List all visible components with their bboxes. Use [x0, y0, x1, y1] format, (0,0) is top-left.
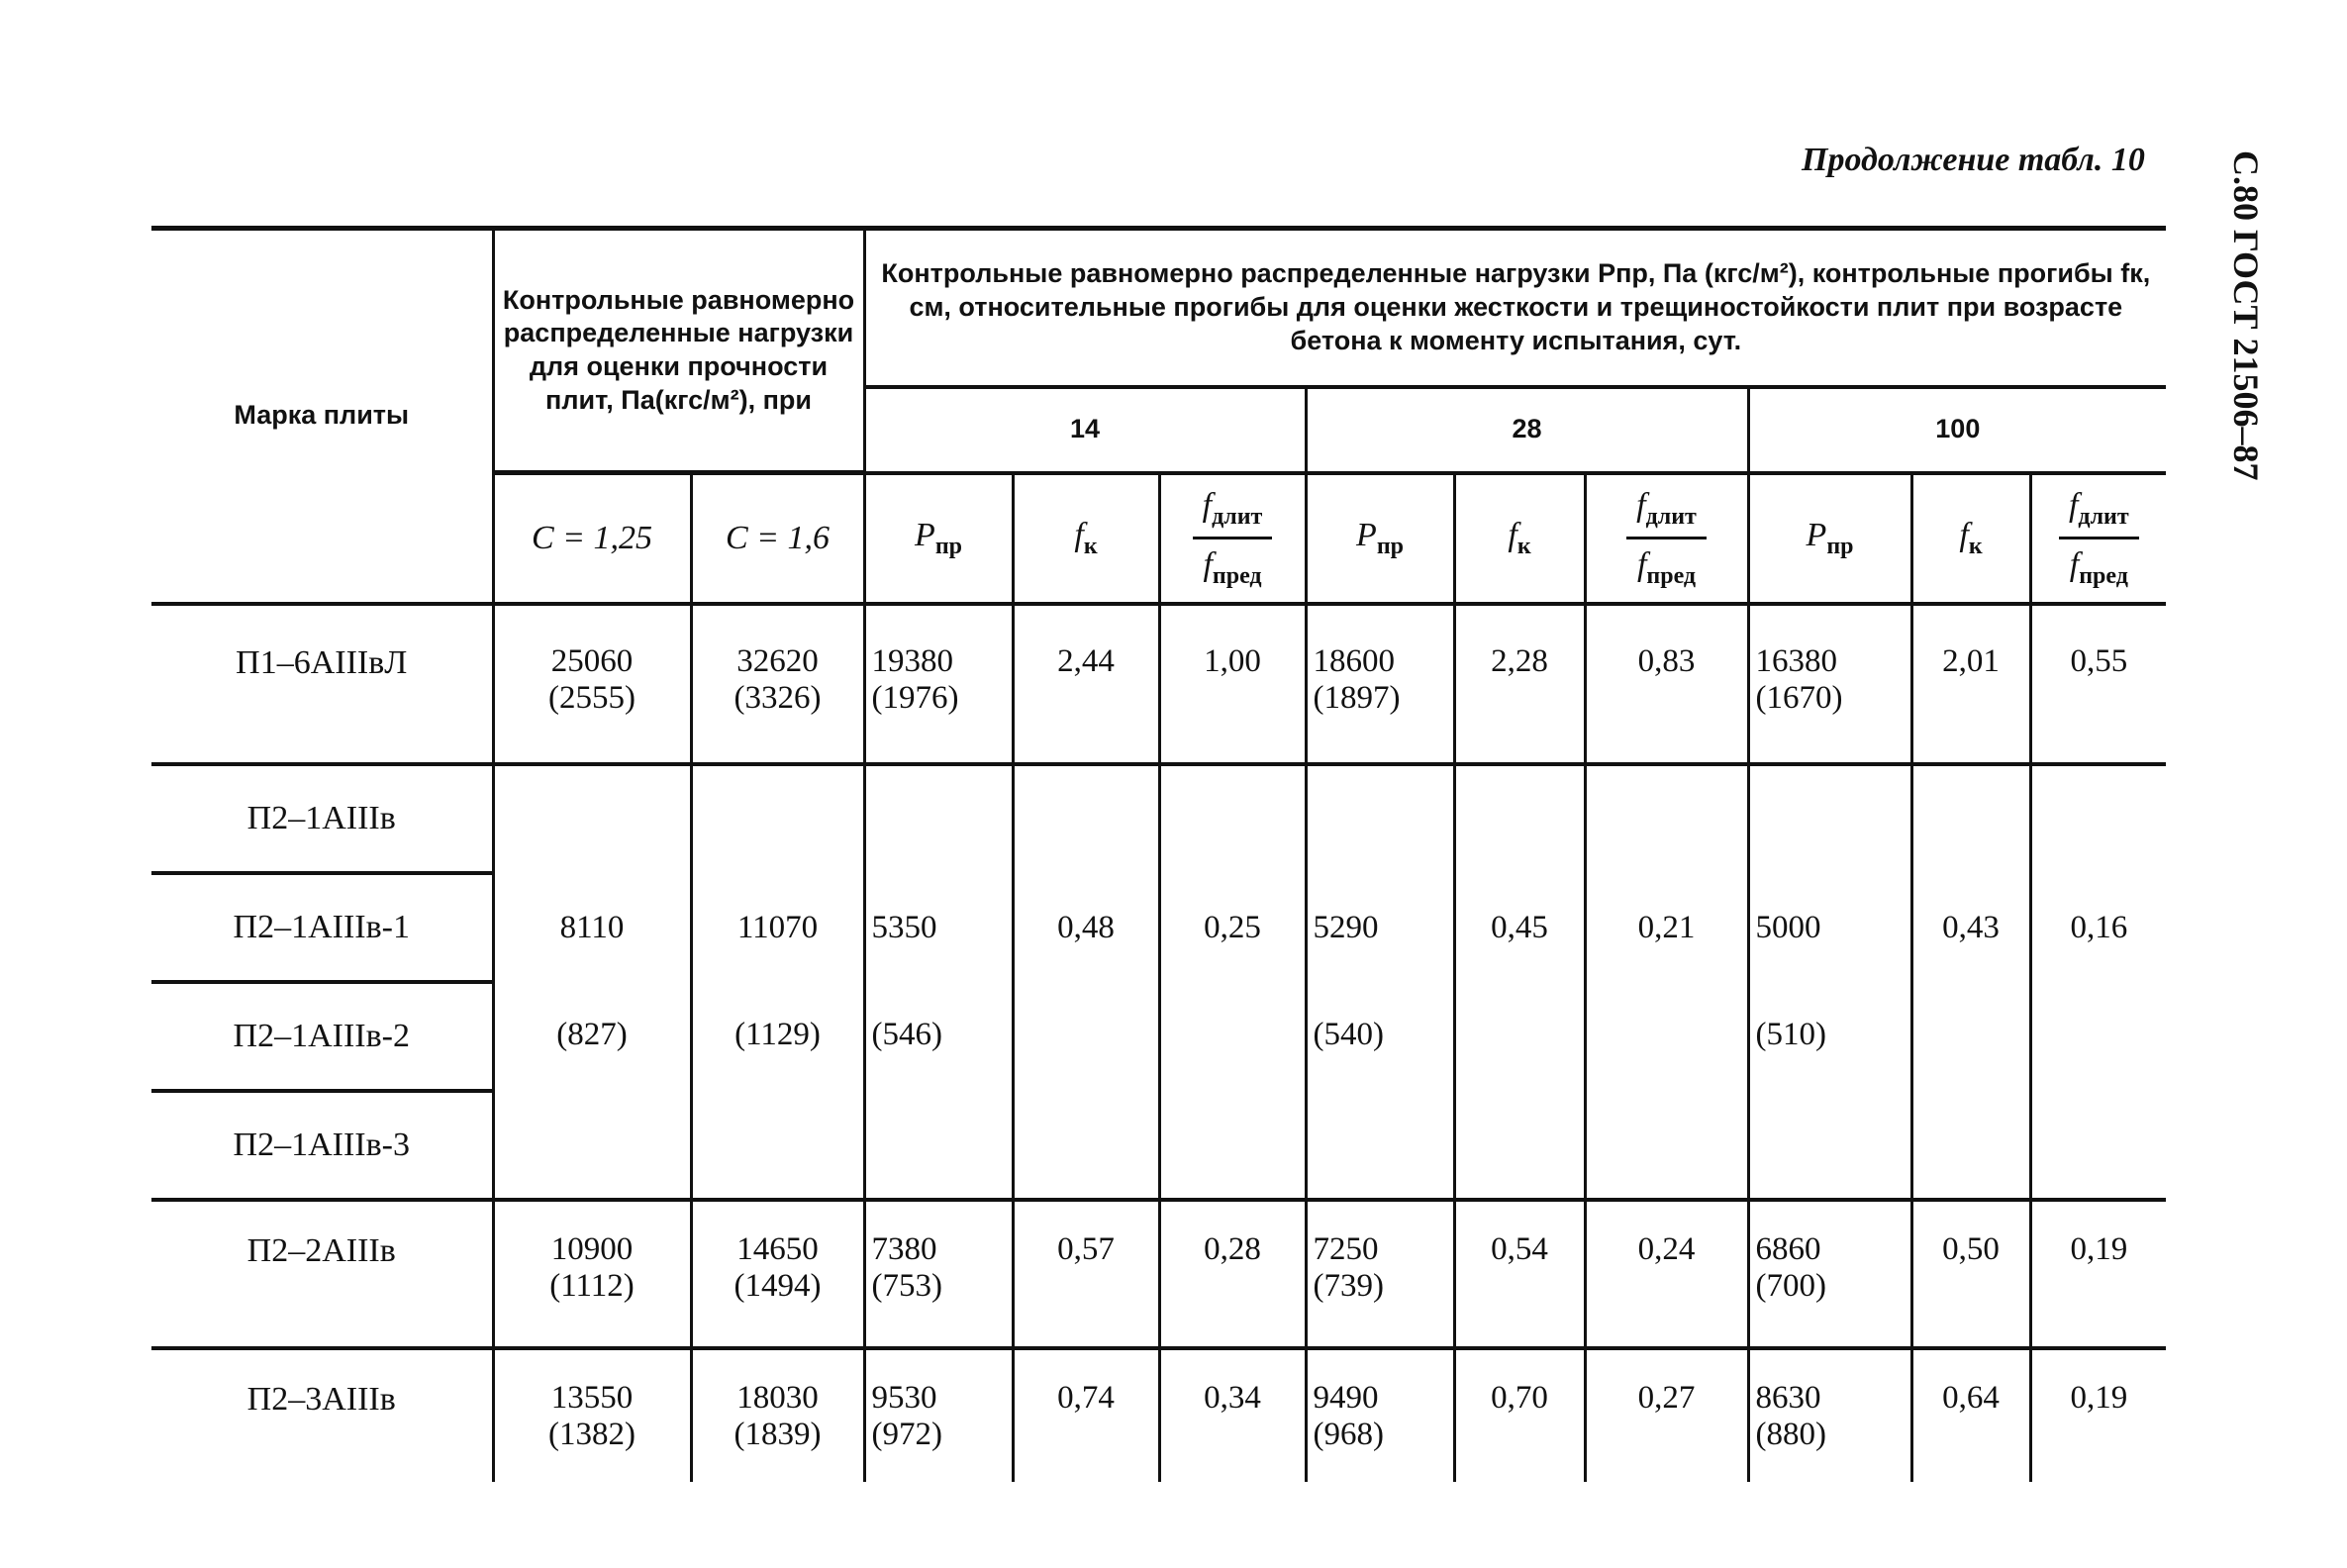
value-kgf: (753) [871, 1268, 942, 1305]
f-symbol: f [1203, 546, 1213, 583]
value: 0,48 [1057, 909, 1115, 945]
value-kgf: (1129) [734, 1016, 821, 1052]
cell-f14: 0,57 [1013, 1200, 1159, 1348]
p-symbol: P [1806, 516, 1827, 553]
f-symbol: f [1074, 516, 1084, 553]
cell-c125 [493, 604, 691, 764]
cell-f100: 2,01 [1911, 604, 2030, 764]
cell-f100: 0,64 [1911, 1348, 2030, 1482]
value: 25060 [550, 642, 634, 679]
cell-r14: 1,00 [1159, 604, 1306, 764]
value: 0,43 [1942, 909, 2000, 945]
cell-r14: 0,28 [1159, 1200, 1306, 1348]
value: 16380 [1755, 642, 1838, 679]
cell-c125 [493, 1348, 691, 1482]
cell-f14: 2,44 [1013, 604, 1159, 764]
value-kgf: (1382) [548, 1417, 636, 1453]
value-kgf: (968) [1313, 1417, 1384, 1453]
row-mark: П2–1АIIIв-3 [151, 1091, 493, 1200]
value-kgf: (827) [556, 1016, 628, 1052]
cell-p14 [864, 1200, 1013, 1348]
value: 5000 [1755, 909, 1821, 945]
header-ratio-100 [2030, 473, 2166, 604]
table-row [151, 1200, 2166, 1348]
cell-p28 [1306, 1200, 1454, 1348]
cell-r100: 0,55 [2030, 604, 2166, 764]
value: 18600 [1313, 642, 1396, 679]
value: 0,21 [1637, 909, 1696, 945]
cell-f14: 0,74 [1013, 1348, 1159, 1482]
cell-c16 [691, 1348, 864, 1482]
header-age-28: 28 [1306, 387, 1748, 473]
cell-r100 [2030, 764, 2166, 1200]
cell-f28: 0,70 [1454, 1348, 1585, 1482]
value: 9530 [871, 1379, 937, 1416]
cell-p100 [1748, 604, 1911, 764]
header-ratio-28 [1585, 473, 1748, 604]
value-kgf: (972) [871, 1417, 942, 1453]
value-kgf: (546) [871, 1016, 942, 1052]
value: 8110 [559, 909, 625, 945]
value: 6860 [1755, 1230, 1821, 1267]
cell-p100 [1748, 1200, 1911, 1348]
cell-r28: 0,24 [1585, 1200, 1748, 1348]
p-symbol: P [915, 516, 935, 553]
row-mark: П1–6АIIIвЛ [151, 604, 493, 764]
value: 9490 [1313, 1379, 1379, 1416]
value-kgf: (1976) [871, 680, 959, 717]
cell-f28: 0,54 [1454, 1200, 1585, 1348]
table-row [151, 604, 2166, 764]
p-subscript: пр [1826, 533, 1854, 559]
header-age-14: 14 [864, 387, 1306, 473]
cell-c16 [691, 604, 864, 764]
cell-r14 [1159, 764, 1306, 1200]
value: 19380 [871, 642, 954, 679]
header-c125: C = 1,25 [493, 473, 691, 604]
value: 10900 [550, 1230, 634, 1267]
value: 0,16 [2070, 909, 2128, 945]
f-symbol: f [2069, 546, 2080, 583]
cell-f100 [1911, 764, 2030, 1200]
header-ratio-14 [1159, 473, 1306, 604]
cell-p100 [1748, 1348, 1911, 1482]
header-p-28 [1306, 473, 1454, 604]
header-strength: Контрольные равномерно распределенные нагрузки для оценки прочности плит, Па(кгс/м²), при [493, 229, 864, 473]
cell-p14 [864, 604, 1013, 764]
f-symbol: f [1508, 516, 1517, 553]
cell-f100: 0,50 [1911, 1200, 2030, 1348]
f-symbol: f [1959, 516, 1969, 553]
continuation-caption: Продолжение табл. 10 [1802, 142, 2145, 178]
value: 14650 [736, 1230, 819, 1267]
row-mark: П2–2АIIIв [151, 1200, 493, 1348]
p-subscript: пр [934, 533, 962, 559]
cell-f28 [1454, 764, 1585, 1200]
f-symbol: f [1202, 486, 1213, 524]
cell-p28 [1306, 604, 1454, 764]
value: 7380 [871, 1230, 937, 1267]
value: 0,25 [1204, 909, 1261, 945]
row-mark: П2–3АIIIв [246, 1380, 396, 1418]
value: 0,45 [1491, 909, 1548, 945]
value: 11070 [736, 909, 819, 945]
f-subscript: пред [2079, 562, 2128, 589]
f-subscript: пред [1646, 562, 1697, 589]
value: 8630 [1755, 1379, 1821, 1416]
cell-f28: 2,28 [1454, 604, 1585, 764]
cell-p28 [1306, 764, 1454, 1200]
f-subscript: длит [1212, 503, 1263, 530]
value-kgf: (1897) [1313, 680, 1401, 717]
cell-r28: 0,83 [1585, 604, 1748, 764]
p-symbol: P [1356, 516, 1377, 553]
header-f-28 [1454, 473, 1585, 604]
f-subscript: длит [1645, 503, 1697, 530]
value-kgf: (510) [1755, 1016, 1826, 1052]
load-table [151, 226, 2166, 1482]
f-subscript: к [1516, 533, 1531, 559]
cell-p28 [1306, 1348, 1454, 1482]
row-mark: П2–1АIIIв [151, 764, 493, 873]
header-p-100 [1748, 473, 1911, 604]
value-kgf: (1112) [549, 1268, 635, 1305]
header-f-100 [1911, 473, 2030, 604]
cell-c16 [691, 764, 864, 1200]
f-symbol: f [2068, 486, 2079, 524]
value-kgf: (2555) [548, 680, 636, 717]
table-row [151, 764, 2166, 873]
value: 5350 [871, 909, 937, 945]
value-kgf: (1670) [1755, 680, 1843, 717]
f-subscript: длит [2078, 503, 2129, 530]
side-page-label-text: С.80 ГОСТ 21506–87 [2226, 150, 2266, 481]
f-subscript: к [1968, 533, 1983, 559]
cell-r28: 0,27 [1585, 1348, 1748, 1482]
cell-r100: 0,19 [2030, 1348, 2166, 1482]
header-p-14 [864, 473, 1013, 604]
cell-r14: 0,34 [1159, 1348, 1306, 1482]
cell-f14 [1013, 764, 1159, 1200]
header-age-100: 100 [1748, 387, 2166, 473]
cell-c125 [493, 1200, 691, 1348]
cell-r100: 0,19 [2030, 1200, 2166, 1348]
row-mark: П2–1АIIIв-1 [151, 873, 493, 982]
cell-p14 [864, 764, 1013, 1200]
value: 13550 [550, 1379, 634, 1416]
cell-r28 [1585, 764, 1748, 1200]
value: 18030 [736, 1379, 819, 1416]
value: 7250 [1313, 1230, 1379, 1267]
value: 32620 [736, 642, 819, 679]
table-row [151, 1348, 2166, 1482]
f-symbol: f [1636, 546, 1647, 583]
value-kgf: (1839) [733, 1417, 822, 1453]
value-kgf: (739) [1313, 1268, 1384, 1305]
row-mark: П2–1АIIIв-2 [151, 982, 493, 1091]
header-f-14 [1013, 473, 1159, 604]
f-subscript: к [1083, 533, 1098, 559]
p-subscript: пр [1376, 533, 1404, 559]
side-page-label [2207, 150, 2267, 507]
value-kgf: (880) [1755, 1417, 1826, 1453]
cell-c125 [493, 764, 691, 1200]
value-kgf: (540) [1313, 1016, 1384, 1052]
header-stiffness: Контрольные равномерно распределенные нагрузки Pпр, Па (кгс/м²), контрольные прогибы fк, см, относительные прогибы для оценки жесткости и трещиностойкости плит при возрасте бетона к моменту испытания, сут. [864, 229, 2166, 387]
value-kgf: (700) [1755, 1268, 1826, 1305]
cell-c16 [691, 1200, 864, 1348]
f-symbol: f [1636, 486, 1646, 524]
value-kgf: (1494) [733, 1268, 822, 1305]
f-subscript: пред [1212, 562, 1262, 589]
cell-p14 [864, 1348, 1013, 1482]
header-mark: Марка плиты [151, 229, 493, 604]
value: 5290 [1313, 909, 1379, 945]
header-c16: C = 1,6 [691, 473, 864, 604]
value-kgf: (3326) [733, 680, 822, 717]
cell-p100 [1748, 764, 1911, 1200]
